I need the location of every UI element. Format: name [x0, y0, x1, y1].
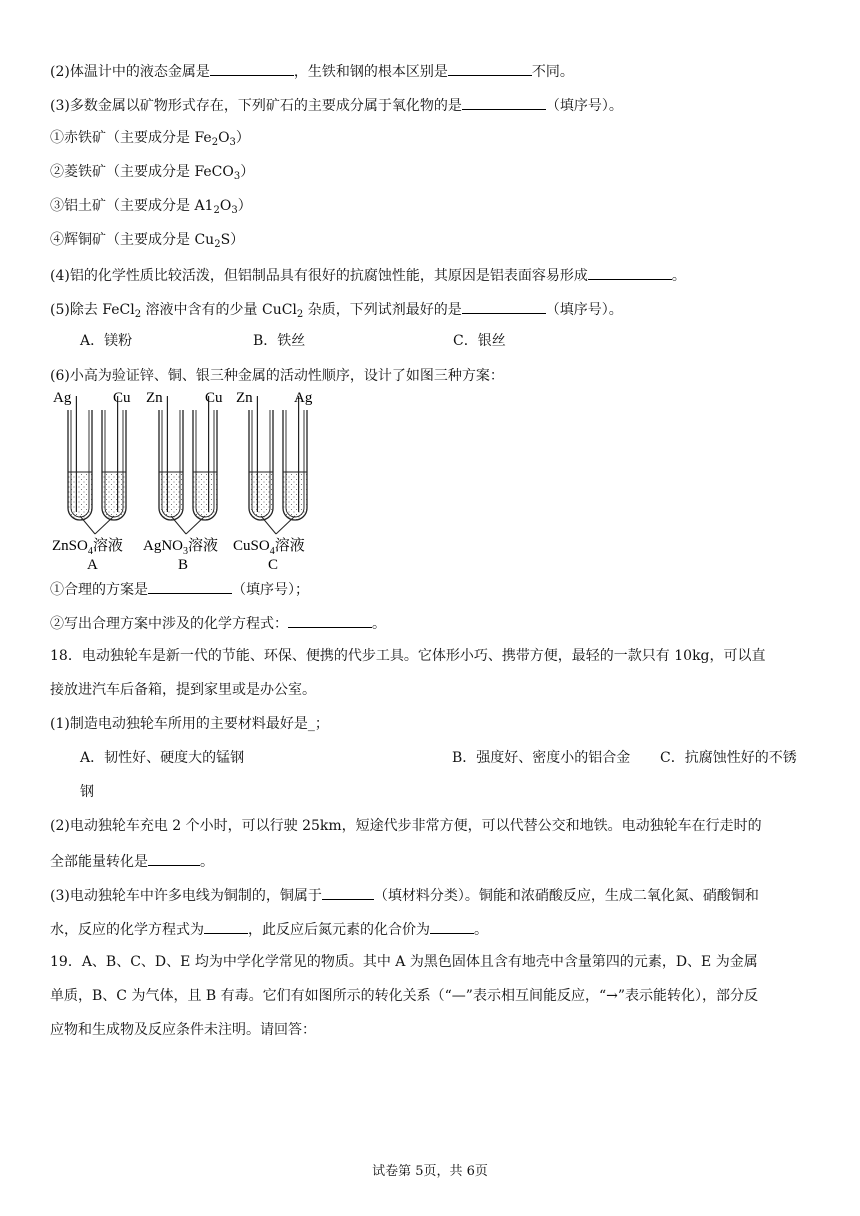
solution-liquid: [68, 472, 92, 520]
figure-c-right-metal: Ag: [294, 390, 313, 406]
q19-stem-line2: 单质，B、C 为气体，且 B 有毒。它们有如图所示的转化关系（“—”表示相互间能反应，“→”表示能转化），部分反: [50, 988, 758, 1004]
q19-stem-line1: 19．A、B、C、D、E 均为中学化学常见的物质。其中 A 为黑色固体且含有地壳中含量第四的元素，D、E 为金属: [50, 954, 758, 970]
ore-item-1: [50, 128, 250, 153]
q18-part3-line1: [50, 884, 759, 906]
answer-blank[interactable]: [462, 94, 546, 110]
figure-a-right-metal: Cu: [113, 390, 131, 406]
ore-item-4: [50, 230, 244, 255]
ore-text: ④辉铜矿（主要成分是 Cu: [50, 232, 215, 248]
q17-p5-text: 杂质，下列试剂最好的是: [303, 302, 462, 318]
label-pointer-line: [186, 516, 205, 534]
ore-item-2: [50, 162, 254, 187]
answer-blank[interactable]: [148, 578, 232, 594]
figure-a-label: A: [87, 557, 98, 573]
solution-liquid: [283, 472, 307, 520]
label-pointer-line: [171, 516, 186, 534]
answer-blank[interactable]: [204, 918, 248, 934]
figure-c-solution: CuSO$_4$溶液: [233, 538, 305, 557]
answer-blank[interactable]: [288, 612, 372, 628]
answer-blank[interactable]: [322, 884, 374, 900]
q17-p2-text-b: ，生铁和钢的根本区别是: [293, 64, 448, 80]
label-pointer-line: [261, 516, 276, 534]
subscript: 3: [229, 137, 236, 148]
figure-b-solution: AgNO$_3$溶液: [143, 538, 219, 557]
q18-part1: (1)制造电动独轮车所用的主要材料最好是_；: [50, 716, 329, 732]
q17-part4: [50, 264, 686, 286]
q18-stem-line2: 接放进汽车后备箱，提到家里或是办公室。: [50, 682, 316, 698]
subscript: 2: [211, 137, 219, 148]
q17-part5: [50, 298, 623, 325]
figure-c-left-metal: Zn: [236, 390, 253, 406]
ore-text: ①赤铁矿（主要成分是 Fe: [50, 130, 212, 146]
ore-text: ）: [235, 130, 250, 146]
figure-a-left-metal: Ag: [53, 390, 72, 406]
q17-p6-q1-text: ①合理的方案是: [50, 582, 148, 598]
answer-blank[interactable]: [588, 264, 672, 280]
q18-p3-text-e: 。: [474, 922, 488, 938]
q18-p2-tail: 。: [200, 854, 214, 870]
answer-blank[interactable]: [210, 60, 294, 76]
q17-p4-tail: 。: [671, 268, 686, 284]
ore-text: O: [218, 130, 230, 146]
label-pointer-line: [95, 516, 114, 534]
subscript: 2: [213, 205, 220, 216]
solution-liquid: [159, 472, 183, 520]
ore-text: ③铝土矿（主要成分是 A1: [50, 198, 214, 214]
q17-p6-q2-text: ②写出合理方案中涉及的化学方程式：: [50, 616, 288, 632]
q18-option-c: C．抗腐蚀性好的不锈: [660, 750, 797, 766]
subscript: 3: [231, 205, 238, 216]
q17-p5-option-a: A．镁粉: [80, 333, 133, 349]
q17-p2-text-a: (2)体温计中的液态金属是: [50, 64, 210, 80]
subscript: 2: [134, 309, 142, 320]
label-pointer-line: [80, 516, 95, 534]
q18-part3-line2: [50, 918, 488, 940]
figure-b-label: B: [178, 557, 189, 573]
q17-p3-tail: （填序号）。: [545, 98, 623, 114]
q17-part2: [50, 60, 574, 82]
ore-text: ）: [240, 164, 255, 180]
q17-p5-option-b: B．铁丝: [253, 333, 306, 349]
q17-p4-text: (4)铝的化学性质比较活泼，但铝制品具有很好的抗腐蚀性能，其原因是铝表面容易形成: [50, 268, 588, 284]
q17-p5-option-c: C．银丝: [453, 333, 506, 349]
q19-stem-line3: 应物和生成物及反应条件未注明。请回答：: [50, 1022, 316, 1038]
q17-p5-text: (5)除去 FeCl: [50, 302, 135, 318]
page-footer: 试卷第 5页，共 6页: [372, 1164, 488, 1179]
answer-blank[interactable]: [462, 298, 546, 314]
solution-liquid: [193, 472, 217, 520]
q17-p6-q2-tail: 。: [372, 616, 386, 632]
figure-b-left-metal: Zn: [146, 390, 163, 406]
figure-c-label: C: [268, 557, 279, 573]
q18-option-c-wrap: 钢: [80, 784, 94, 800]
q18-p3-text-a: (3)电动独轮车中许多电线为铜制的，铜属于: [50, 888, 322, 904]
label-pointer-line: [276, 516, 295, 534]
q18-p2-text: 全部能量转化是: [50, 854, 148, 870]
ore-text: ）: [237, 198, 252, 214]
answer-blank[interactable]: [430, 918, 474, 934]
q17-p6-question1: [50, 578, 309, 600]
q17-p3-text: (3)多数金属以矿物形式存在，下列矿石的主要成分属于氧化物的是: [50, 98, 462, 114]
solution-liquid: [249, 472, 273, 520]
ore-text: ②菱铁矿（主要成分是 FeCO: [50, 164, 234, 180]
answer-blank[interactable]: [448, 60, 532, 76]
solution-liquid: [102, 472, 126, 520]
q17-p5-tail: （填序号）。: [545, 302, 623, 318]
ore-text: S）: [220, 232, 245, 248]
q18-option-a: A．韧性好、硬度大的锰钢: [80, 750, 245, 766]
answer-blank[interactable]: [148, 850, 200, 866]
figure-a-solution: ZnSO$_4$溶液: [52, 538, 123, 557]
q17-p6-q1-tail: （填序号）；: [232, 582, 309, 598]
ore-item-3: [50, 196, 252, 221]
q18-p3-text-c: 水，反应的化学方程式为: [50, 922, 204, 938]
ore-text: O: [219, 198, 232, 214]
q17-p5-text: 溶液中含有的少量 CuCl: [141, 302, 297, 318]
q18-part2-line2: [50, 850, 214, 872]
subscript: 3: [233, 171, 241, 182]
q18-part2-line1: (2)电动独轮车充电 2 个小时，可以行驶 25km，短途代步非常方便，可以代替公交和地铁。电动独轮车在行走时的: [50, 818, 762, 834]
test-tube-figure: [50, 388, 330, 574]
subscript: 2: [296, 309, 304, 320]
q18-stem-line1: 18．电动独轮车是新一代的节能、环保、便携的代步工具。它体形小巧、携带方便，最轻的一款只有 10kg，可以直: [50, 648, 766, 664]
q18-option-b: B．强度好、密度小的铝合金: [452, 750, 631, 766]
figure-b-right-metal: Cu: [205, 390, 223, 406]
q17-part3: [50, 94, 623, 116]
q17-part6: (6)小高为验证锌、铜、银三种金属的活动性顺序，设计了如图三种方案：: [50, 368, 504, 384]
q17-p6-question2: [50, 612, 386, 634]
q17-p2-text-c: 不同。: [531, 64, 574, 80]
subscript: 2: [214, 239, 221, 250]
q18-p3-text-b: （填材料分类）。铜能和浓硝酸反应，生成二氧化氮、硝酸铜和: [373, 888, 759, 904]
q18-p3-text-d: ，此反应后氮元素的化合价为: [248, 922, 430, 938]
